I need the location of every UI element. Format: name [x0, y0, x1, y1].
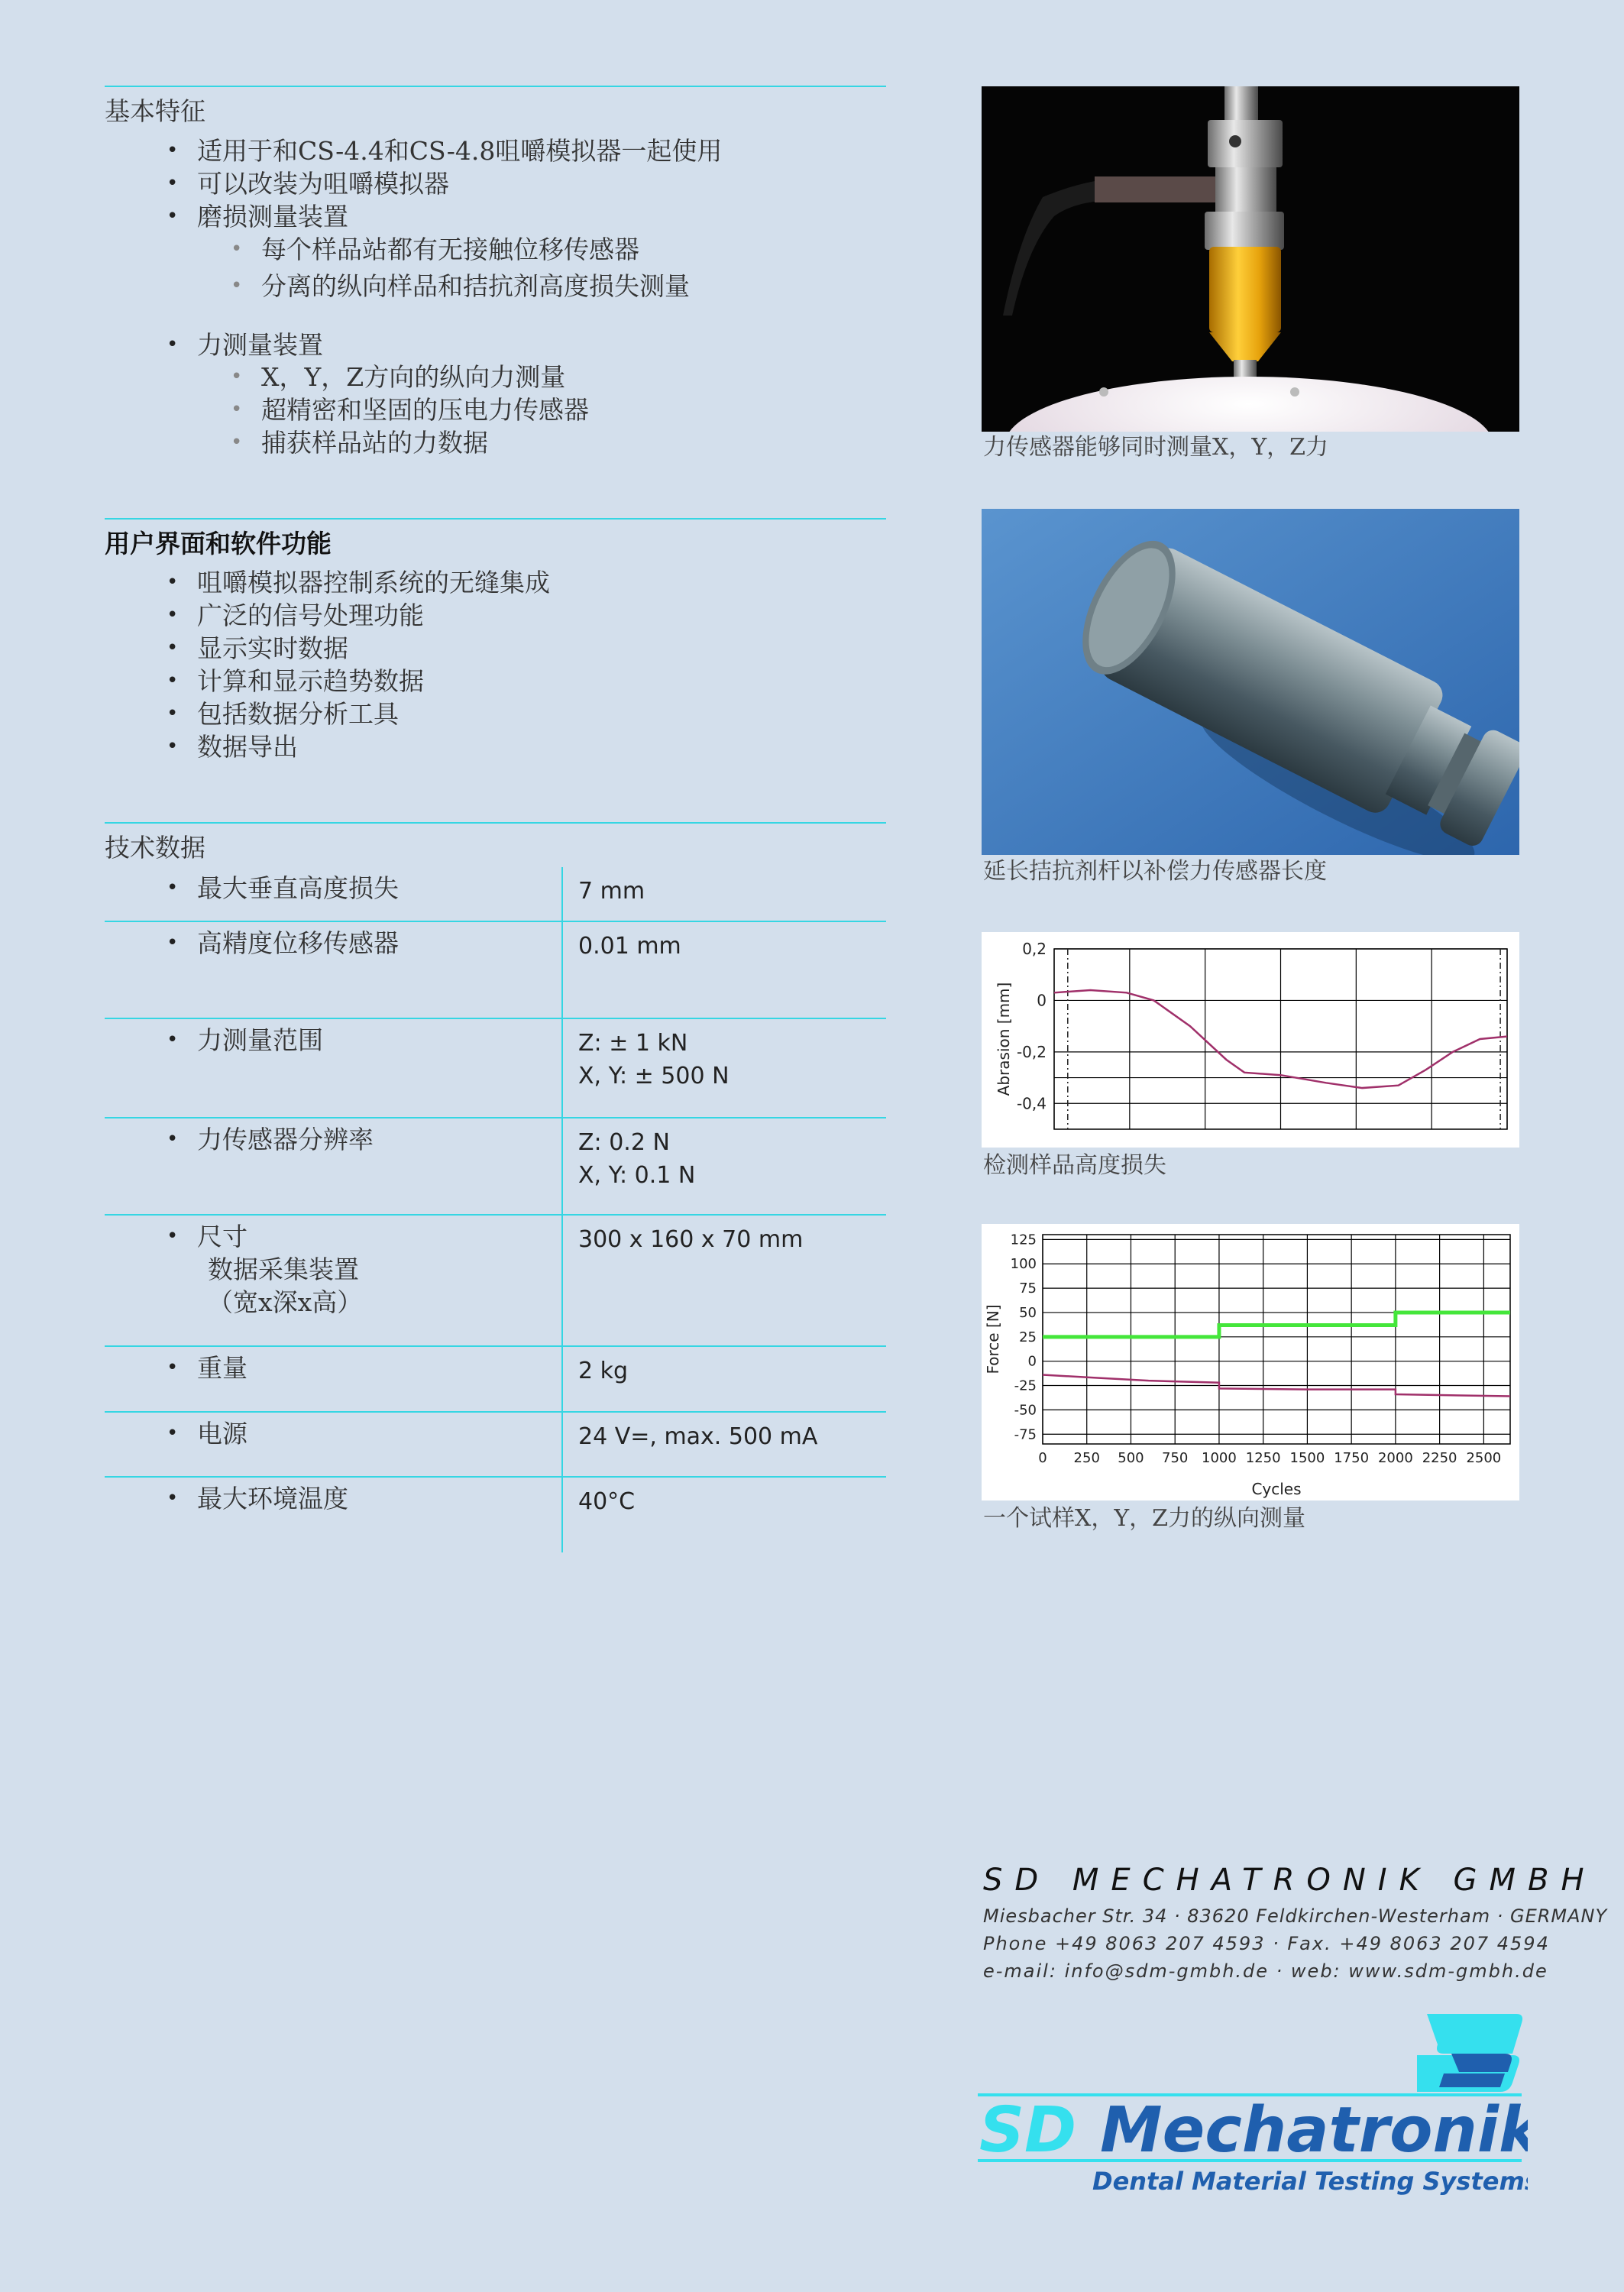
list-item: • 咀嚼模拟器控制系统的无缝集成 [167, 566, 550, 599]
tech-title: 技术数据 [105, 833, 205, 863]
list-item: • 计算和显示趋势数据 [167, 665, 550, 698]
extension-rod-photo [982, 509, 1519, 855]
sd-mechatronik-logo [978, 2008, 1528, 2199]
force-sensor-illustration [982, 86, 1519, 432]
force-chart [982, 1224, 1519, 1500]
spec-value [578, 1027, 730, 1093]
x-tick-label: 2500 [1466, 1450, 1502, 1466]
chart-caption: 一个试样X，Y，Z力的纵向测量 [983, 1505, 1306, 1532]
x-tick-label: 500 [1118, 1450, 1144, 1466]
y-tick-label: 0,2 [1022, 940, 1047, 958]
spec-value: 0.01 mm [578, 933, 681, 960]
abrasion-chart [982, 932, 1519, 1148]
table-row [105, 1478, 886, 1558]
ui-title: 用户界面和软件功能 [105, 529, 332, 558]
table-row [105, 1118, 886, 1216]
list-item: • 力测量装置 [167, 329, 323, 361]
section-divider [105, 518, 886, 520]
company-name: SD MECHATRONIK GMBH [983, 1863, 1597, 1898]
y-tick-label: 50 [1019, 1304, 1037, 1321]
spec-label: • 力测量范围 [167, 1024, 323, 1057]
table-row [105, 1413, 886, 1478]
y-tick-label: 125 [1010, 1232, 1037, 1248]
wear-sublist [231, 233, 690, 303]
spec-value-line: X, Y: ± 500 N [578, 1063, 730, 1089]
x-tick-label: 1000 [1202, 1450, 1237, 1466]
logo-tagline: Dental Material Testing Systems [1092, 2167, 1528, 2196]
spec-label: • 重量 [167, 1352, 247, 1384]
spec-table [105, 867, 886, 1558]
logo-sd-text: SD [979, 2094, 1077, 2167]
list-item: • 磨损测量装置 [167, 200, 722, 233]
y-tick-label: -0,4 [1016, 1094, 1047, 1113]
spec-label: • 最大环境温度 [167, 1482, 348, 1515]
list-item: • 捕获样品站的力数据 [231, 426, 589, 459]
spec-label-line: 数据采集装置 [208, 1254, 359, 1284]
company-web: e-mail: info@sdm-gmbh.de · web: www.sdm-gmbh.de [983, 1960, 1548, 1982]
spec-value: 7 mm [578, 878, 645, 905]
x-tick-label: 1250 [1245, 1450, 1281, 1466]
features-title: 基本特征 [105, 96, 205, 126]
abrasion-chart-svg [982, 932, 1519, 1148]
spec-label: • 最大垂直高度损失 [167, 872, 399, 905]
spec-value-line: Z: 0.2 N [578, 1129, 670, 1156]
y-axis-label: Abrasion [mm] [995, 982, 1013, 1096]
chart-caption: 检测样品高度损失 [983, 1152, 1166, 1179]
logo-svg [978, 2008, 1528, 2199]
x-tick-label: 0 [1038, 1450, 1047, 1466]
spec-value-line: X, Y: 0.1 N [578, 1162, 696, 1189]
list-item: • 数据导出 [167, 730, 550, 763]
y-tick-label: 25 [1019, 1329, 1037, 1345]
y-tick-label: 75 [1019, 1280, 1037, 1297]
x-tick-label: 250 [1073, 1450, 1100, 1466]
company-phone: Phone +49 8063 207 4593 · Fax. +49 8063 207 4594 [983, 1933, 1550, 1954]
extension-rod-illustration [982, 509, 1519, 855]
list-item: • 每个样品站都有无接触位移传感器 [231, 233, 690, 266]
y-tick-label: 100 [1010, 1256, 1037, 1273]
list-item: • 广泛的信号处理功能 [167, 599, 550, 632]
force-item-list [167, 329, 323, 361]
table-column-divider [561, 867, 563, 1552]
x-tick-label: 2000 [1377, 1450, 1413, 1466]
y-axis-label: Force [N] [984, 1304, 1002, 1374]
spec-value [578, 1126, 695, 1192]
list-item: • X，Y，Z方向的纵向力测量 [231, 361, 589, 393]
y-tick-label: -75 [1014, 1426, 1037, 1443]
spec-value-line: Z: ± 1 kN [578, 1030, 688, 1057]
spec-label-line: （宽x深x高） [208, 1287, 363, 1317]
x-tick-label: 1750 [1334, 1450, 1370, 1466]
spec-label: • 高精度位移传感器 [167, 927, 399, 960]
list-item: • 适用于和CS-4.4和CS-4.8咀嚼模拟器一起使用 [167, 134, 722, 167]
table-row [105, 1216, 886, 1347]
y-tick-label: -25 [1014, 1377, 1037, 1394]
x-axis-label: Cycles [1251, 1480, 1302, 1498]
ui-list [167, 566, 550, 763]
force-sublist [231, 361, 589, 459]
spec-value: 300 x 160 x 70 mm [578, 1226, 804, 1253]
x-tick-label: 750 [1162, 1450, 1189, 1466]
y-tick-label: -50 [1014, 1402, 1037, 1419]
photo-caption: 力传感器能够同时测量X，Y，Z力 [983, 434, 1329, 461]
features-list [167, 134, 722, 233]
y-tick-label: 0 [1027, 1353, 1037, 1370]
list-item: • 显示实时数据 [167, 632, 550, 665]
y-tick-label: 0 [1037, 991, 1047, 1010]
force-chart-svg [982, 1224, 1519, 1500]
table-row [105, 1347, 886, 1413]
section-divider [105, 86, 886, 87]
spec-label: • 电源 [167, 1417, 247, 1450]
photo-caption: 延长拮抗剂杆以补偿力传感器长度 [983, 858, 1327, 885]
section-divider [105, 822, 886, 824]
x-tick-label: 2250 [1422, 1450, 1457, 1466]
y-tick-label: -0,2 [1016, 1042, 1047, 1061]
table-row [105, 922, 886, 1019]
spec-value: 40°C [578, 1488, 636, 1515]
spec-value: 24 V=, max. 500 mA [578, 1423, 818, 1450]
spec-label: • 力传感器分辨率 [167, 1123, 374, 1156]
list-item: • 分离的纵向样品和拮抗剂高度损失测量 [231, 270, 690, 303]
x-tick-label: 1500 [1289, 1450, 1325, 1466]
spec-label-line: 尺寸 [197, 1222, 247, 1251]
company-address: Miesbacher Str. 34 · 83620 Feldkirchen-Westerham · GERMANY [983, 1905, 1608, 1927]
logo-mechatronik-text: Mechatronik [1100, 2094, 1528, 2167]
spec-value: 2 kg [578, 1358, 629, 1384]
list-item: • 超精密和坚固的压电力传感器 [231, 393, 589, 426]
spec-label [167, 1220, 362, 1319]
table-row [105, 867, 886, 922]
table-row [105, 1019, 886, 1118]
list-item: • 包括数据分析工具 [167, 698, 550, 730]
list-item: • 可以改装为咀嚼模拟器 [167, 167, 722, 200]
force-sensor-photo [982, 86, 1519, 432]
